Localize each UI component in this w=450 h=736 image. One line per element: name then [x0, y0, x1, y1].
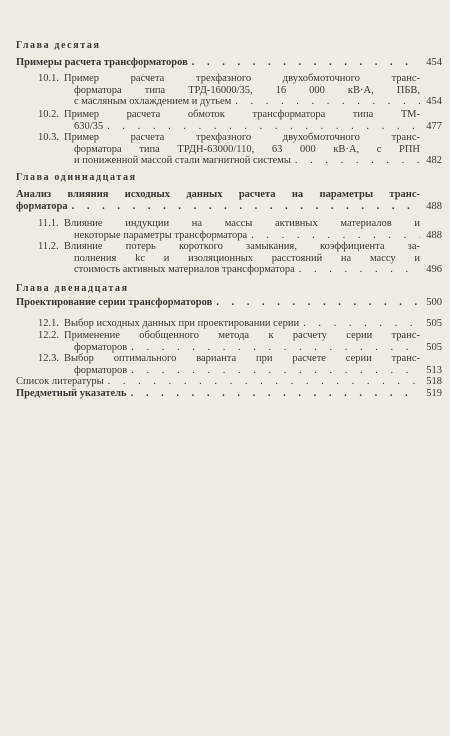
chapter-11-title-line: Анализ влияния исходных данных расчета на параметры транс- [16, 189, 420, 200]
entry-number: 12.2. [38, 330, 59, 341]
toc-entry-12-1 [16, 318, 442, 330]
toc-entry-12-2 [16, 330, 442, 353]
entry-number: 12.3. [38, 353, 59, 364]
toc-entry-10-3 [16, 132, 442, 167]
entry-line: форматора типа ТРДН-63000/110, 63 000 кВ·А, с РПН [74, 143, 420, 155]
entry-page: 477 [426, 120, 442, 132]
entry-line: форматора типа ТРД-16000/35, 16 000 кВ·А, ПБВ, [74, 84, 420, 96]
entry-line: Влияние индукции на массы активных материалов и [64, 218, 420, 229]
chapter-11-title [16, 189, 442, 212]
entry-line: Применение обобщенного метода к расчету серии транс- [64, 330, 420, 341]
chapter-10-title-text: Примеры расчета трансформаторов [16, 57, 188, 68]
chapter-10-heading: Глава десятая [16, 40, 101, 51]
entry-page: 454 [426, 96, 442, 108]
index-page: 519 [426, 388, 442, 399]
entry-line: Влияние потерь короткого замыкания, коэффициента за- [64, 241, 420, 252]
toc-entry-10-2 [16, 109, 442, 132]
chapter-12-title-text: Проектирование серии трансформаторов [16, 297, 213, 308]
entry-line: 630/35 [74, 120, 104, 132]
entry-page: 482 [426, 155, 442, 167]
chapter-12-title-page: 500 [426, 297, 442, 308]
references-label: Список литературы [16, 376, 104, 387]
entry-line: и пониженной массой стали магнитной системы [74, 155, 291, 167]
entry-number: 11.1. [38, 218, 59, 229]
entry-page: 505 [426, 341, 442, 353]
entry-page: 488 [426, 229, 442, 241]
toc-entry-12-3 [16, 353, 442, 376]
entry-line: форматоров [74, 341, 128, 353]
toc-entry-index [16, 388, 442, 400]
chapter-12-heading: Глава двенадцатая [16, 283, 129, 294]
entry-number: 10.3. [38, 132, 59, 143]
entry-page: 513 [426, 364, 442, 376]
chapter-10-title-page: 454 [426, 57, 442, 68]
toc-entry-11-1 [16, 218, 442, 241]
entry-page: 505 [426, 318, 442, 329]
entry-number: 11.2. [38, 241, 59, 252]
entry-line: Выбор оптимального варианта при расчете серии транс- [64, 353, 420, 364]
references-page: 518 [426, 376, 442, 387]
entry-number: 12.1. [38, 318, 59, 329]
entry-line: с масляным охлаждением и дутьем [74, 96, 232, 108]
entry-line: Пример расчета обмоток трансформатора типа ТМ- [64, 109, 420, 120]
entry-line: стоимость активных материалов трансформатора [74, 264, 295, 276]
entry-line: некоторые параметры трансформатора [74, 229, 248, 241]
chapter-12-title [16, 297, 442, 309]
entry-number: 10.1. [38, 73, 59, 84]
entry-line: Пример расчета трехфазного двухобмоточного транс- [64, 132, 420, 143]
entry-page: 496 [426, 264, 442, 276]
entry-number: 10.2. [38, 109, 59, 120]
entry-line: полнения kс и изоляционных расстояний на массу и [74, 252, 420, 264]
toc-entry-10-1 [16, 73, 442, 108]
index-label: Предметный указатель [16, 388, 127, 399]
entry-line: форматоров [74, 364, 128, 376]
entry-line: Пример расчета трехфазного двухобмоточного транс- [64, 73, 420, 84]
chapter-11-title-line: форматора [16, 200, 68, 212]
chapter-11-title-page: 488 [426, 200, 442, 212]
entry-line: Выбор исходных данных при проектировании серии [64, 318, 300, 329]
chapter-10-title [16, 57, 442, 69]
toc-entry-references [16, 376, 442, 388]
chapter-11-heading: Глава одиннадцатая [16, 172, 137, 183]
toc-entry-11-2 [16, 241, 442, 276]
